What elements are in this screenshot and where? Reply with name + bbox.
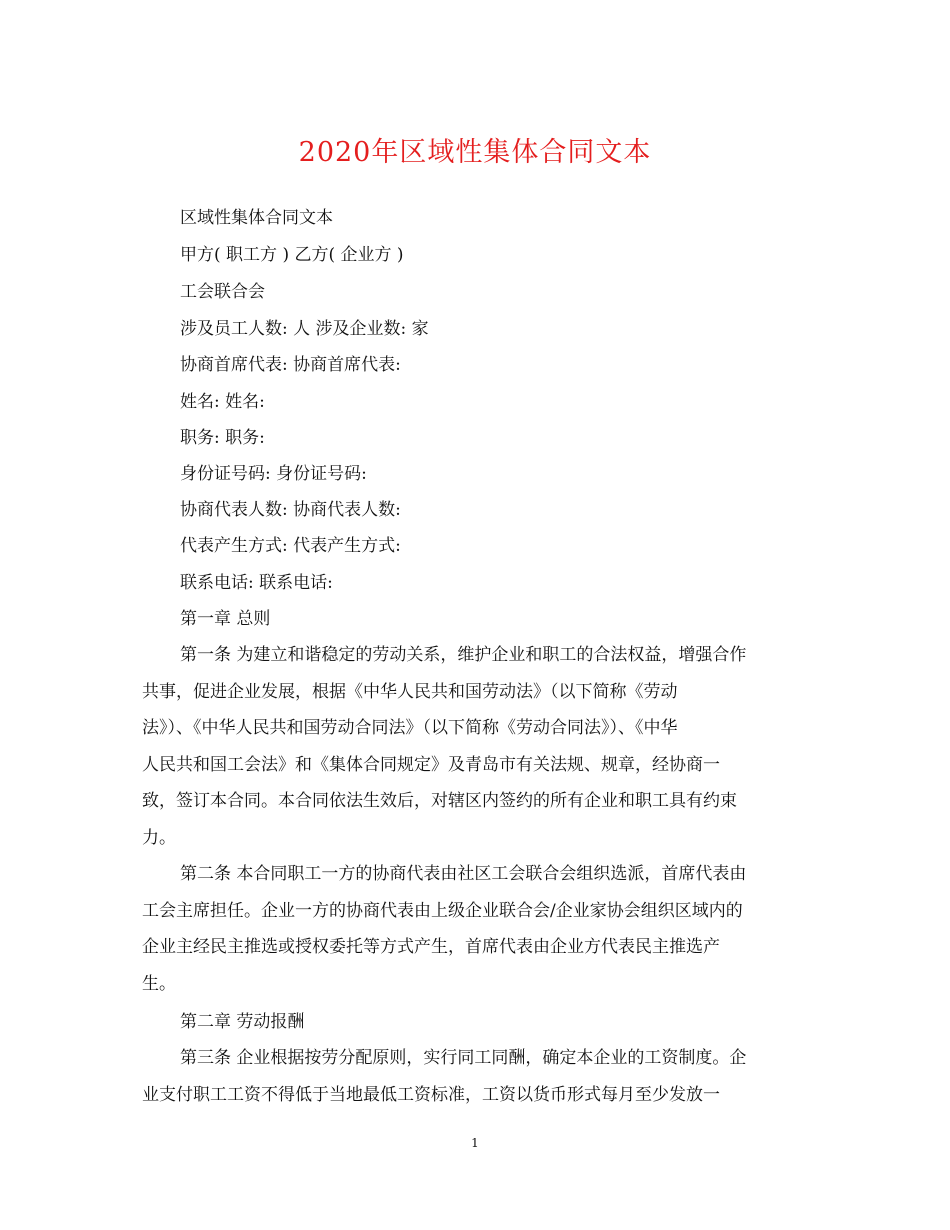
header-line: 联系电话: 联系电话: xyxy=(180,573,333,593)
chapter-heading: 第二章 劳动报酬 xyxy=(180,1012,305,1032)
chapter-heading: 第一章 总则 xyxy=(180,609,271,629)
article-3 xyxy=(142,1040,802,1113)
text-line: 第一条 为建立和谐稳定的劳动关系，维护企业和职工的合法权益，增强合作 xyxy=(180,645,747,665)
text-line: 力。 xyxy=(142,827,176,848)
text-line: 致，签订本合同。本合同依法生效后，对辖区内签约的所有企业和职工具有约束 xyxy=(142,791,737,811)
text-line: 第二条 本合同职工一方的协商代表由社区工会联合会组织选派，首席代表由 xyxy=(180,864,747,884)
text-line: 业支付职工工资不得低于当地最低工资标准，工资以货币形式每月至少发放一 xyxy=(142,1084,720,1105)
page-number: 1 xyxy=(471,1136,479,1150)
header-line: 姓名: 姓名: xyxy=(180,392,265,412)
header-line: 职务: 职务: xyxy=(180,428,265,448)
article-1 xyxy=(142,637,802,856)
text-line: 共事，促进企业发展，根据《中华人民共和国劳动法》（以下简称《劳动 xyxy=(142,681,678,702)
header-line: 甲方( 职工方 ) 乙方( 企业方 ) xyxy=(180,245,404,265)
text-line: 法》）、《中华人民共和国劳动合同法》（以下简称《劳动合同法》）、《中华 xyxy=(142,718,678,738)
header-line: 代表产生方式: 代表产生方式: xyxy=(180,536,401,556)
header-line: 协商首席代表: 协商首席代表: xyxy=(180,355,401,375)
header-line: 涉及员工人数: 人 涉及企业数: 家 xyxy=(180,319,429,339)
header-line: 身份证号码: 身份证号码: xyxy=(180,464,367,484)
header-line: 协商代表人数: 协商代表人数: xyxy=(180,500,401,520)
text-line: 企业主经民主推选或授权委托等方式产生，首席代表由企业方代表民主推选产 xyxy=(142,937,720,957)
text-line: 生。 xyxy=(142,973,176,994)
document-title: 2020年区域性集体合同文本 xyxy=(298,137,652,168)
article-2 xyxy=(142,856,802,1002)
text-line: 第三条 企业根据按劳分配原则，实行同工同酬，确定本企业的工资制度。企 xyxy=(180,1048,747,1068)
text-line: 人民共和国工会法》和《集体合同规定》及青岛市有关法规、规章，经协商一 xyxy=(142,754,720,775)
header-line: 区域性集体合同文本 xyxy=(180,208,333,228)
text-line: 工会主席担任。企业一方的协商代表由上级企业联合会/企业家协会组织区域内的 xyxy=(142,900,743,921)
header-line: 工会联合会 xyxy=(180,282,265,302)
